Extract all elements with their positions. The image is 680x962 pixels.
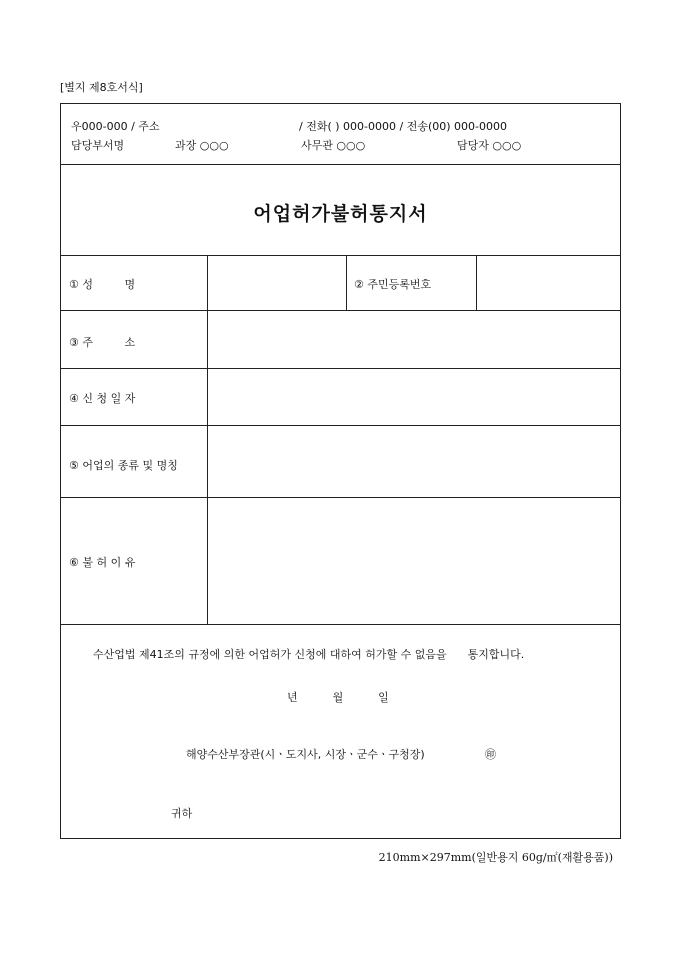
resident-id-label: ② 주민등록번호 (354, 278, 432, 291)
divider-title (61, 255, 620, 256)
paper-spec-footer: 210mm×297mm(일반용지 60g/㎡(재활용품)) (378, 851, 613, 864)
recipient-label: 귀하 (171, 807, 193, 820)
form-number-label: [별지 제8호서식] (60, 81, 143, 94)
header-address: 우000-000 / 주소 (71, 120, 160, 133)
application-date-label: ④ 신 청 일 자 (69, 392, 136, 405)
divider-row5 (61, 624, 620, 625)
notice-date-line: 년 월 일 (287, 691, 389, 704)
document-title: 어업허가불허통지서 (253, 203, 428, 225)
issuer-line: 해양수산부장관(시ㆍ도지사, 시장ㆍ군수ㆍ구청장) (186, 748, 425, 761)
header-secretary: 사무관 ○○○ (301, 139, 366, 152)
divider-row1 (61, 310, 620, 311)
notice-statement: 수산업법 제41조의 규정에 의한 어업허가 신청에 대하여 허가할 수 없음을 통지합니다. (93, 648, 525, 661)
divider-row3 (61, 425, 620, 426)
name-value-divider (346, 255, 347, 310)
form-frame (60, 103, 621, 839)
reason-label: ⑥ 불 허 이 유 (69, 556, 136, 569)
header-phone-fax: / 전화( ) 000-0000 / 전송(00) 000-0000 (299, 120, 507, 133)
divider-header (61, 164, 620, 165)
divider-row2 (61, 368, 620, 369)
name-label: ① 성 명 (69, 278, 136, 291)
divider-row4 (61, 497, 620, 498)
header-person-in-charge: 담당자 ○○○ (457, 139, 522, 152)
fishery-type-label: ⑤ 어업의 종류 및 명칭 (69, 459, 178, 472)
address-label: ③ 주 소 (69, 336, 136, 349)
header-department: 담당부서명 (71, 139, 125, 152)
official-seal: ㊞ (485, 748, 496, 761)
resident-id-value-divider (476, 255, 477, 310)
header-section-chief: 과장 ○○○ (175, 139, 229, 152)
